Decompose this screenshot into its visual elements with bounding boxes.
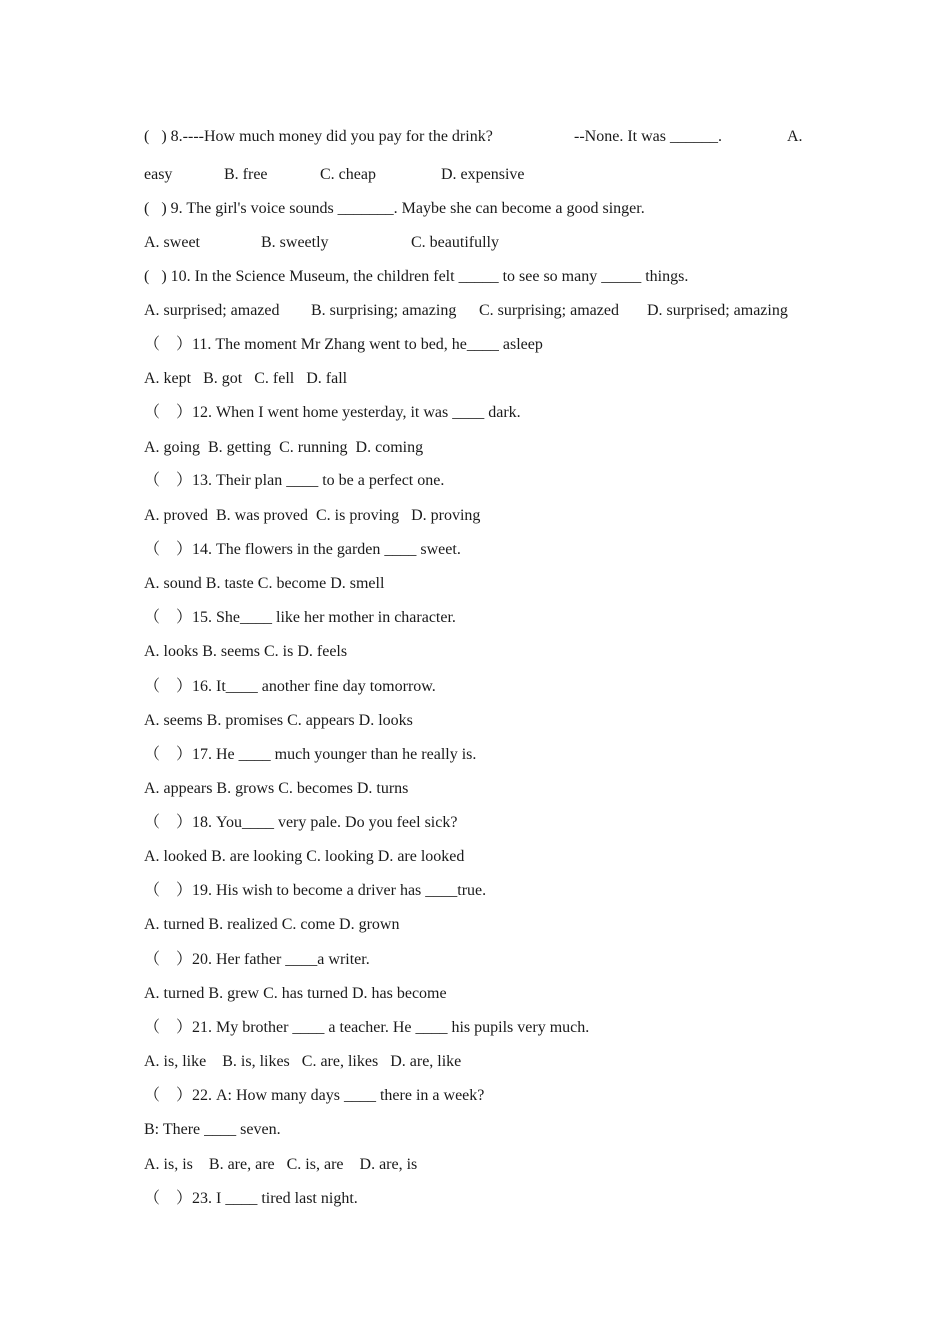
question-19-options: A. turned B. realized C. come D. grown [144, 916, 400, 933]
question-16-options: A. seems B. promises C. appears D. looks [144, 712, 413, 729]
question-17-options: A. appears B. grows C. becomes D. turns [144, 780, 409, 797]
question-23-stem: （ ）23. I ____ tired last night. [144, 1190, 358, 1207]
question-12-stem: （ ）12. When I went home yesterday, it was ____ dark. [144, 404, 521, 421]
question-8-reply: --None. It was ______. [574, 128, 722, 145]
question-14-options: A. sound B. taste C. become D. smell [144, 575, 385, 592]
question-10-option-d: D. surprised; amazing [647, 302, 788, 319]
question-14-stem: （ ）14. The flowers in the garden ____ sweet. [144, 541, 461, 558]
question-10-option-b: B. surprising; amazing [311, 302, 457, 319]
question-11-stem: （ ）11. The moment Mr Zhang went to bed, he____ asleep [144, 336, 543, 353]
question-19-stem: （ ）19. His wish to become a driver has ____true. [144, 882, 487, 899]
question-10-option-c: C. surprising; amazed [479, 302, 619, 319]
question-8-option-c: C. cheap [320, 166, 376, 183]
question-8-option-a-label: A. [787, 128, 803, 145]
question-8-option-b: B. free [224, 166, 268, 183]
question-13-options: A. proved B. was proved C. is proving D. proving [144, 507, 481, 524]
question-12-options: A. going B. getting C. running D. coming [144, 439, 424, 456]
question-18-options: A. looked B. are looking C. looking D. are looked [144, 848, 465, 865]
question-13-stem: （ ）13. Their plan ____ to be a perfect one. [144, 472, 445, 489]
question-9-option-b: B. sweetly [261, 234, 329, 251]
question-22-stem: （ ）22. A: How many days ____ there in a week? [144, 1087, 485, 1104]
question-9-option-a: A. sweet [144, 234, 200, 251]
question-15-options: A. looks B. seems C. is D. feels [144, 643, 348, 660]
question-11-options: A. kept B. got C. fell D. fall [144, 370, 348, 387]
question-15-stem: （ ）15. She____ like her mother in character. [144, 609, 456, 626]
question-8-stem: ( ) 8.----How much money did you pay for the drink? [144, 128, 493, 145]
question-16-stem: （ ）16. It____ another fine day tomorrow. [144, 678, 436, 695]
question-22-dialogue-b: B: There ____ seven. [144, 1121, 281, 1138]
question-10-option-a: A. surprised; amazed [144, 302, 280, 319]
question-21-stem: （ ）21. My brother ____ a teacher. He ____ his pupils very much. [144, 1019, 590, 1036]
question-17-stem: （ ）17. He ____ much younger than he really is. [144, 746, 477, 763]
question-8-option-a: easy [144, 166, 173, 183]
question-18-stem: （ ）18. You____ very pale. Do you feel sick? [144, 814, 458, 831]
question-20-stem: （ ）20. Her father ____a writer. [144, 951, 370, 968]
question-9-stem: ( ) 9. The girl's voice sounds _______. Maybe she can become a good singer. [144, 200, 645, 217]
question-21-options: A. is, like B. is, likes C. are, likes D. are, like [144, 1053, 462, 1070]
question-9-option-c: C. beautifully [411, 234, 499, 251]
question-8-option-d: D. expensive [441, 166, 525, 183]
question-10-stem: ( ) 10. In the Science Museum, the children felt _____ to see so many _____ things. [144, 268, 689, 285]
question-22-options: A. is, is B. are, are C. is, are D. are, is [144, 1156, 418, 1173]
question-20-options: A. turned B. grew C. has turned D. has become [144, 985, 447, 1002]
